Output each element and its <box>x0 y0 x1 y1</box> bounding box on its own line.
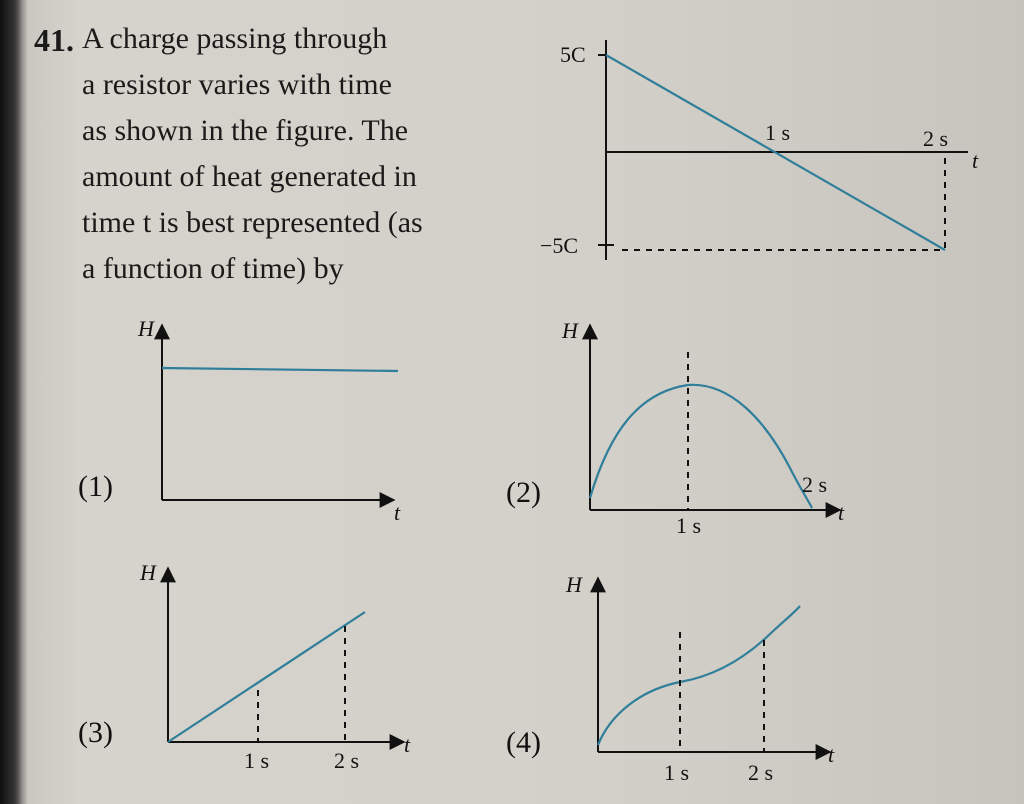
question-number: 41. <box>34 22 74 58</box>
option-2-graph <box>506 318 845 538</box>
opt2-y-label: H <box>562 318 578 343</box>
opt2-2s-label: 2 s <box>802 472 828 497</box>
opt1-heat-curve <box>162 368 398 371</box>
main-y-bottom-label: −5C <box>540 233 579 258</box>
main-y-top-label: 5C <box>560 42 586 67</box>
question-line-2: a resistor varies with time <box>82 68 392 101</box>
main-charge-time-figure <box>540 40 979 260</box>
main-t2-label: 2 s <box>923 126 949 151</box>
question-line-5: time t is best represented (as <box>82 206 423 239</box>
main-t1-label: 1 s <box>765 120 791 145</box>
option-1-graph <box>78 316 401 525</box>
opt4-y-label: H <box>566 572 582 597</box>
main-x-axis-label: t <box>972 148 979 173</box>
opt3-y-label: H <box>140 560 156 585</box>
opt3-1s-label: 1 s <box>244 748 270 773</box>
opt1-y-label: H <box>138 316 154 341</box>
option-3-label: (3) <box>78 716 113 749</box>
option-4-label: (4) <box>506 726 541 759</box>
opt2-x-label: t <box>838 500 845 525</box>
question-line-3: as shown in the figure. The <box>82 114 409 147</box>
opt4-x-label: t <box>828 742 835 767</box>
opt2-heat-curve <box>590 385 812 508</box>
opt2-1s-label: 1 s <box>676 513 702 538</box>
question-line-1: A charge passing through <box>82 22 388 55</box>
opt3-heat-curve <box>168 612 365 742</box>
option-4-graph <box>506 572 835 785</box>
question-line-4: amount of heat generated in <box>82 160 417 193</box>
opt3-x-label: t <box>404 732 411 757</box>
option-3-graph <box>78 560 411 773</box>
option-2-label: (2) <box>506 476 541 509</box>
opt4-2s-label: 2 s <box>748 760 774 785</box>
opt3-2s-label: 2 s <box>334 748 360 773</box>
opt1-x-label: t <box>394 500 401 525</box>
question-line-6: a function of time) by <box>82 252 344 285</box>
opt4-1s-label: 1 s <box>664 760 690 785</box>
opt4-heat-curve <box>598 606 800 745</box>
option-1-label: (1) <box>78 470 113 503</box>
